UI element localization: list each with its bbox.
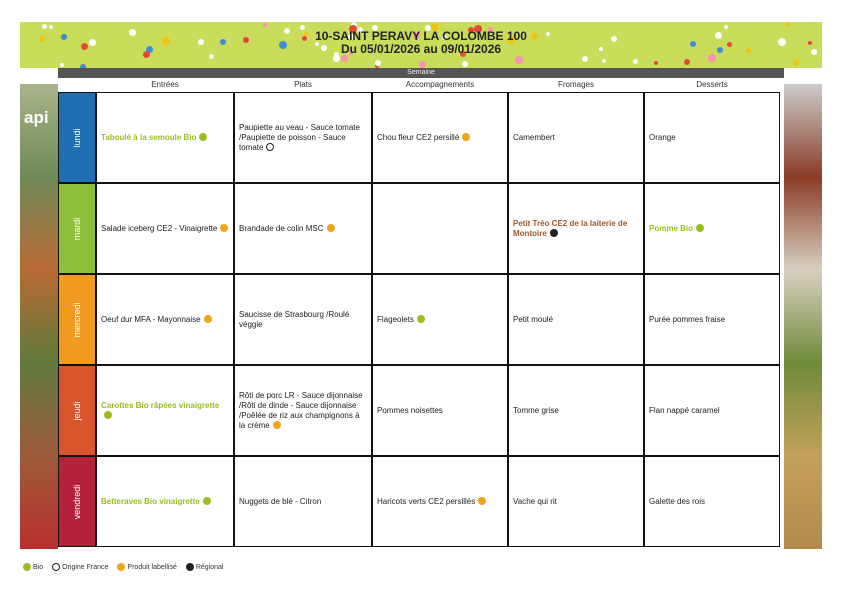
day-band-mercredi [58,274,96,365]
label-icon [478,497,486,505]
menu-cell [644,183,780,274]
dish-text: Taboulé à la semoule Bio [101,132,197,142]
menu-cell [508,456,644,547]
legend-labellise: Produit labellisé [114,563,176,571]
bio-icon [104,411,112,419]
decor-dot [654,61,658,65]
regional-icon [186,563,194,571]
decor-dot [60,63,64,67]
decor-dot [462,61,468,67]
decor-dot [419,61,426,68]
menu-cell [508,274,644,365]
title-dates: Du 05/01/2026 au 09/01/2026 [340,42,502,56]
dish-text: Flageolets [377,314,414,324]
dish-text: Carottes Bio râpées vinaigrette [101,400,220,410]
dish-text: Orange [649,132,676,142]
label-icon [220,224,228,232]
menu-grid [58,68,784,549]
legend-regional: Régional [183,563,224,571]
menu-cell [372,274,508,365]
menu-cell [234,274,372,365]
day-band-mardi [58,183,96,274]
menu-cell [96,456,234,547]
menu-cell [234,183,372,274]
right-photo-strip [784,84,822,549]
menu-cell [508,365,644,456]
column-header-2: Accompagnements [372,78,508,93]
decor-dot [602,59,606,63]
legend [20,563,223,571]
bio-icon [696,224,704,232]
menu-cell [508,183,644,274]
dish-text: Flan nappé caramel [649,405,720,415]
menu-cell [96,365,234,456]
menu-cell [372,92,508,183]
dish-text: Saucisse de Strasbourg /Roulé véggie [239,309,350,329]
dish-text: Pomme Bio [649,223,694,233]
decor-dot [375,60,381,66]
dish-text: Chou fleur CE2 persillé [377,132,460,142]
day-band-vendredi [58,456,96,547]
legend-france: Origine France [49,563,108,571]
decor-dot [724,25,728,29]
column-header-0: Entrées [96,78,234,93]
decor-dot [793,60,799,66]
decor-dot [42,24,47,29]
decor-dot [341,55,348,62]
dish-text: Petit moulé [513,314,554,324]
bio-icon [199,133,207,141]
menu-cell [644,365,780,456]
france-flag-icon [266,143,274,151]
menu-cell [234,92,372,183]
label-icon [327,224,335,232]
menu-cell [372,183,508,274]
bio-icon [417,315,425,323]
decor-dot [515,56,523,64]
label-icon [462,133,470,141]
day-label: lundi [72,127,82,148]
day-label: jeudi [72,400,82,421]
dish-text: Vache qui rit [513,496,557,506]
dish-text: Tomme grise [513,405,559,415]
label-icon [273,421,281,429]
menu-cell [96,183,234,274]
menu-cell [372,365,508,456]
menu-header [20,22,822,68]
brand-logo: api [24,108,49,127]
label-icon [117,563,125,571]
decor-dot [263,23,267,27]
menu-cell [508,92,644,183]
day-label: mercredi [72,301,82,338]
decor-dot [49,25,53,29]
column-header-3: Fromages [508,78,644,93]
dish-text: Camembert [513,132,555,142]
column-header-1: Plats [234,78,372,93]
france-flag-icon [52,563,60,571]
dish-text: Haricots verts CE2 persillés [377,496,476,506]
menu-cell [644,274,780,365]
day-label: vendredi [72,484,82,519]
dish-text: Rôti de porc LR - Sauce dijonnaise /Rôti de dinde - Sauce dijonnaise /Poêlée de riz aux champignons à la crème [239,390,363,430]
decor-dot [684,59,690,65]
title-school: 10-SAINT PERAVY LA COLOMBE 100 [315,29,527,43]
bio-icon [23,563,31,571]
dish-text: Nuggets de blé - Citron [239,496,322,506]
menu-cell [644,92,780,183]
dish-text: Purée pommes fraise [649,314,726,324]
menu-cell [96,274,234,365]
decor-dot [633,59,638,64]
regional-icon [550,229,558,237]
dish-text: Pommes noisettes [377,405,443,415]
decor-dot [582,56,588,62]
column-header-4: Desserts [644,78,780,93]
dish-text: Galette des rois [649,496,706,506]
menu-cell [372,456,508,547]
dish-text: Brandade de colin MSC [239,223,324,233]
menu-cell [234,365,372,456]
menu-cell [644,456,780,547]
dish-text: Salade iceberg CE2 - Vinaigrette [101,223,218,233]
bio-icon [203,497,211,505]
menu-cell [96,92,234,183]
dish-text: Oeuf dur MFA - Mayonnaise [101,314,201,324]
menu-title [20,30,822,56]
dish-text: Petit Trèo CE2 de la laiterie de Montoire [513,218,628,238]
legend-bio: Bio [20,563,43,571]
decor-dot [333,55,340,62]
week-label: Semaine [58,68,784,78]
day-band-lundi [58,92,96,183]
dish-text: Paupiette au veau - Sauce tomate /Paupiette de poisson - Sauce tomate [239,122,360,152]
day-label: mardi [72,217,82,240]
left-photo-strip [20,84,58,549]
menu-cell [234,456,372,547]
decor-dot [785,22,790,27]
dish-text: Betteraves Bio vinaigrette [101,496,200,506]
label-icon [204,315,212,323]
day-band-jeudi [58,365,96,456]
